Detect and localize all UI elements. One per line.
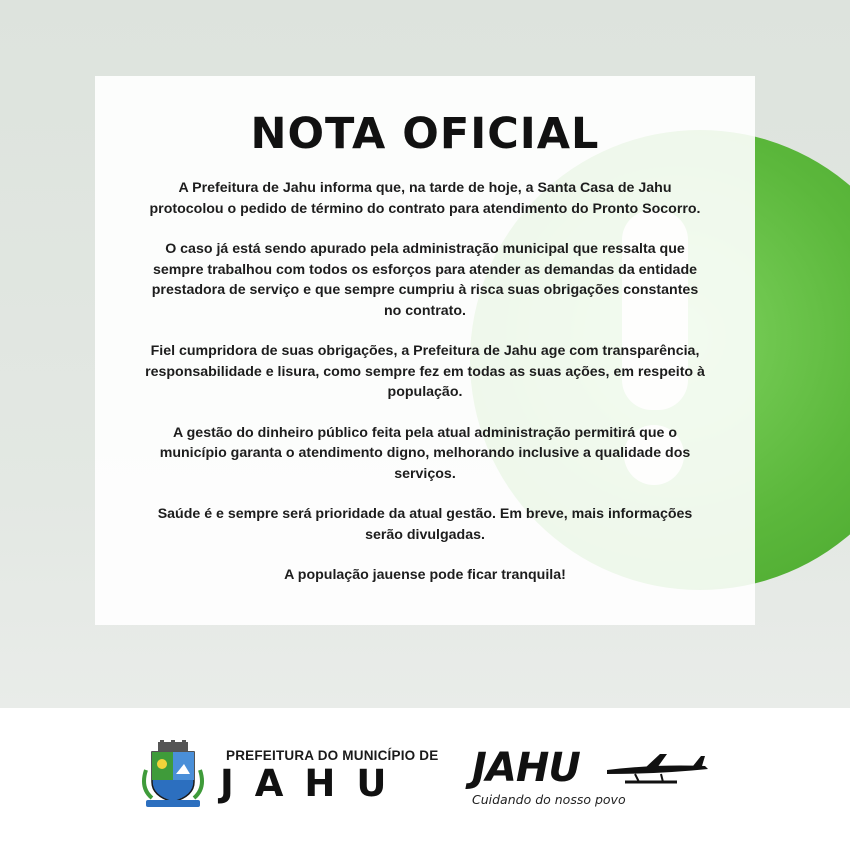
notice-paragraph-1: A Prefeitura de Jahu informa que, na tarde de hoje, a Santa Casa de Jahu protocolou o pedido de término do contrato para atendimento do Pronto Socorro. (149, 180, 701, 217)
seaplane-icon (605, 750, 710, 790)
notice-card (95, 76, 755, 625)
notice-title: NOTA OFICIAL (250, 109, 600, 159)
prefeitura-name: JAHU (220, 762, 408, 805)
notice-paragraph-4: A gestão do dinheiro público feita pela atual administração permitirá que o município garanta o atendimento digno, melhorando inclusive a qualidade dos serviços. (159, 424, 691, 482)
jahu-brand-logo: JAHU (472, 745, 580, 791)
footer (0, 708, 850, 850)
notice-paragraph-3: Fiel cumpridora de suas obrigações, a Prefeitura de Jahu age com transparência, responsabilidade e lisura, como sempre fez em todas as suas ações, em respeito à população. (145, 343, 705, 400)
notice-paragraph-6: A população jauense pode ficar tranquila! (284, 567, 566, 583)
notice-paragraph-2: O caso já está sendo apurado pela administração municipal que ressalta que sempre trabalhou com todos os esforços para atender as demandas da entidade prestadora de serviço e que sempre cumpriu à risca suas obrigações constantes no contrato. (151, 241, 699, 319)
notice-paragraph-5: Saúde é e sempre será prioridade da atual gestão. Em breve, mais informações serão divulgadas. (157, 506, 693, 543)
municipal-crest-icon (138, 740, 208, 810)
jahu-brand-tagline: Cuidando do nosso povo (472, 792, 626, 807)
prefeitura-label: PREFEITURA DO MUNICÍPIO DE (226, 748, 439, 763)
